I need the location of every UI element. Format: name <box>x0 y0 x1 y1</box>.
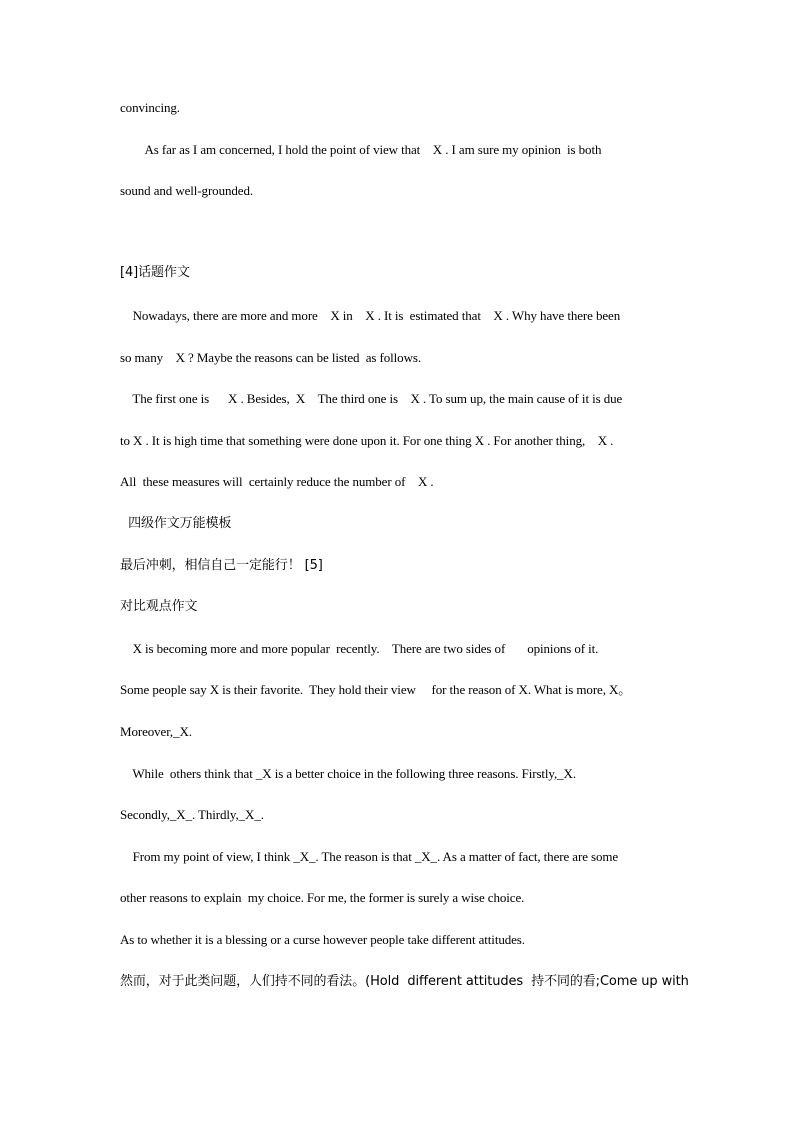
text-line: All these measures will certainly reduce the number of X . <box>120 474 434 489</box>
text-line: Secondly,_X_. Thirdly,_X_. <box>120 807 264 822</box>
text-line: The first one is X . Besides, X The third one is X . To sum up, the main cause of it is due <box>120 391 623 406</box>
text-line: Nowadays, there are more and more X in X . It is estimated that X . Why have there been <box>120 308 621 323</box>
text-line: Moreover,_X. <box>120 724 192 739</box>
text-line: From my point of view, I think _X_. The reason is that _X_. As a matter of fact, there are some <box>120 849 619 864</box>
text-line: 然而，对于此类问题，人们持不同的看法。(Hold different attitudes 持不同的看;Come up with <box>120 974 689 989</box>
text-line: sound and well-grounded. <box>120 183 253 198</box>
text-line: other reasons to explain my choice. For me, the former is surely a wise choice. <box>120 890 525 905</box>
text-line: As far as I am concerned, I hold the point of view that X . I am sure my opinion is both <box>120 142 602 157</box>
section-heading-topic-essay: [4]话题作文 <box>120 265 190 280</box>
text-line: While others think that _X is a better choice in the following three reasons. Firstly,_X. <box>120 766 576 781</box>
text-line: convincing. <box>120 100 180 115</box>
section-heading-contrast-essay: 对比观点作文 <box>120 599 198 614</box>
text-line: so many X ? Maybe the reasons can be listed as follows. <box>120 350 421 365</box>
section-heading-encouragement: 最后冲刺，相信自己一定能行！ [5] <box>120 558 323 573</box>
text-line: As to whether it is a blessing or a curse however people take different attitudes. <box>120 932 525 947</box>
section-heading-template: 四级作文万能模板 <box>120 516 232 531</box>
text-line: to X . It is high time that something were done upon it. For one thing X . For another thing, X . <box>120 433 614 448</box>
text-line: X is becoming more and more popular recently. There are two sides of opinions of it. <box>120 641 599 656</box>
text-line: Some people say X is their favorite. They hold their view for the reason of X. What is more, X。 <box>120 682 632 697</box>
